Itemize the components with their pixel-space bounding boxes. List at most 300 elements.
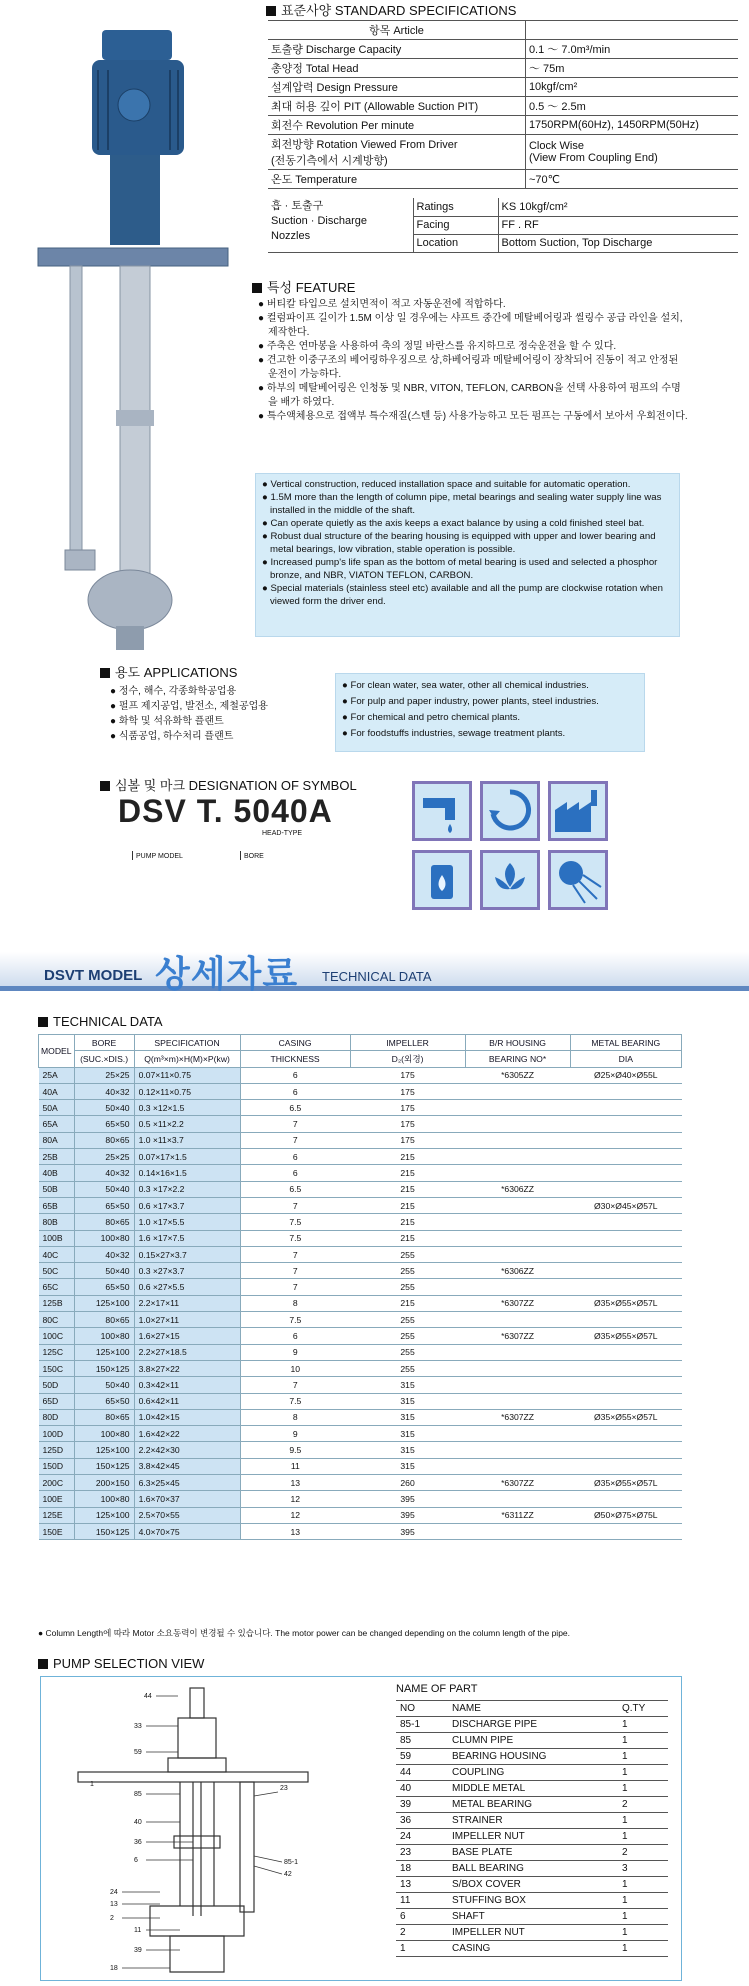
spec-cell: 6.3×25×45 xyxy=(134,1475,240,1491)
model-cell: 100E xyxy=(39,1491,75,1507)
callout-label: 11 xyxy=(134,1927,142,1934)
bore-cell: 150×125 xyxy=(74,1523,134,1539)
casing-cell: 9 xyxy=(240,1344,350,1360)
col-head: B/R HOUSING xyxy=(465,1035,570,1051)
part-name: COUPLING xyxy=(448,1765,618,1781)
casing-cell: 7 xyxy=(240,1246,350,1262)
app-title: 용도 APPLICATIONS xyxy=(115,665,238,680)
col-head: BORE xyxy=(74,1035,134,1051)
tech-row xyxy=(39,1100,682,1116)
symbol-head-type: HEAD-TYPE xyxy=(262,830,303,837)
part-no: 39 xyxy=(396,1797,448,1813)
impeller-cell: 255 xyxy=(350,1312,465,1328)
part-no: 1 xyxy=(396,1941,448,1957)
spec-cell: 3.8×27×22 xyxy=(134,1360,240,1376)
part-no: 24 xyxy=(396,1829,448,1845)
nozzle-key: Facing xyxy=(413,216,498,234)
bore-cell: 50×40 xyxy=(74,1377,134,1393)
spec-cell: 0.07×11×0.75 xyxy=(134,1067,240,1083)
tech-table xyxy=(38,1034,682,1540)
impeller-cell: 315 xyxy=(350,1377,465,1393)
bearing-cell xyxy=(465,1442,570,1458)
spec-head: 항목 Article xyxy=(268,21,525,40)
spec-label: 회전방향 Rotation Viewed From Driver xyxy=(271,139,458,151)
part-name: BALL BEARING xyxy=(448,1861,618,1877)
spec-cell: 1.6×42×22 xyxy=(134,1426,240,1442)
part-qty: 1 xyxy=(618,1909,668,1925)
casing-cell: 7 xyxy=(240,1377,350,1393)
bore-cell: 80×65 xyxy=(74,1214,134,1230)
part-no: 85-1 xyxy=(396,1717,448,1733)
model-cell: 50D xyxy=(39,1377,75,1393)
parts-row xyxy=(396,1877,668,1893)
spec-cell: 1.6×27×15 xyxy=(134,1328,240,1344)
parts-row xyxy=(396,1765,668,1781)
metal-bearing-cell xyxy=(570,1312,681,1328)
spec-label: 토출량 Discharge Capacity xyxy=(268,40,525,59)
tech-row xyxy=(39,1067,682,1083)
bearing-cell xyxy=(465,1360,570,1376)
model-cell: 50C xyxy=(39,1263,75,1279)
bore-cell: 125×100 xyxy=(74,1344,134,1360)
metal-bearing-cell xyxy=(570,1165,681,1181)
tech-row xyxy=(39,1083,682,1099)
impeller-cell: 175 xyxy=(350,1132,465,1148)
impeller-cell: 315 xyxy=(350,1393,465,1409)
col-head: METAL BEARING xyxy=(570,1035,681,1051)
casing-cell: 10 xyxy=(240,1360,350,1376)
feature-kr-item: ● 견고한 이중구조의 베어링하우징으로 상,하베어링과 메탈베어링이 장착되어 진동이 적고 안정된 운전이 가능하다. xyxy=(258,355,679,380)
spec-cell: 2.5×70×55 xyxy=(134,1507,240,1523)
feature-en-box xyxy=(255,473,680,637)
part-no: 44 xyxy=(396,1765,448,1781)
metal-bearing-cell: Ø35×Ø55×Ø57L xyxy=(570,1328,681,1344)
col-head: CASING xyxy=(240,1035,350,1051)
impeller-cell: 395 xyxy=(350,1491,465,1507)
model-cell: 80C xyxy=(39,1312,75,1328)
casing-cell: 6 xyxy=(240,1083,350,1099)
tech-row xyxy=(39,1409,682,1425)
casing-cell: 7.5 xyxy=(240,1393,350,1409)
spec-cell: 1.6×70×37 xyxy=(134,1491,240,1507)
callout-label: 33 xyxy=(134,1723,142,1730)
part-no: 36 xyxy=(396,1813,448,1829)
metal-bearing-cell xyxy=(570,1214,681,1230)
bearing-cell xyxy=(465,1426,570,1442)
parts-row xyxy=(396,1845,668,1861)
spec-cell: 0.3×42×11 xyxy=(134,1377,240,1393)
part-name: IMPELLER NUT xyxy=(448,1829,618,1845)
bearing-cell xyxy=(465,1132,570,1148)
spec-cell: 1.6 ×17×7.5 xyxy=(134,1230,240,1246)
tech-note: ● Column Length에 따라 Motor 소요동력이 변경될 수 있습니다. The motor power can be changed depending on the column length of the pipe. xyxy=(38,1628,571,1638)
tech-row xyxy=(39,1132,682,1148)
callout-label: 2 xyxy=(110,1915,114,1922)
part-name: IMPELLER NUT xyxy=(448,1925,618,1941)
part-qty: 3 xyxy=(618,1861,668,1877)
metal-bearing-cell xyxy=(570,1360,681,1376)
part-name: MIDDLE METAL xyxy=(448,1781,618,1797)
model-cell: 65B xyxy=(39,1197,75,1213)
tech-row xyxy=(39,1328,682,1344)
tech-row xyxy=(39,1523,682,1539)
bearing-cell xyxy=(465,1214,570,1230)
callout-label: 18 xyxy=(110,1965,118,1972)
impeller-cell: 255 xyxy=(350,1246,465,1262)
model-cell: 25A xyxy=(39,1067,75,1083)
selection-heading xyxy=(38,1656,204,1671)
model-cell: 125C xyxy=(39,1344,75,1360)
spec-cell: 2.2×17×11 xyxy=(134,1295,240,1311)
col-sub: D₂(외경) xyxy=(350,1051,465,1067)
col-sub: (SUC.×DIS.) xyxy=(74,1051,134,1067)
tech-row xyxy=(39,1344,682,1360)
metal-bearing-cell xyxy=(570,1149,681,1165)
metal-bearing-cell xyxy=(570,1083,681,1099)
tech-row xyxy=(39,1263,682,1279)
bore-cell: 50×40 xyxy=(74,1181,134,1197)
nozzle-label: 흡 · 토출구 xyxy=(271,200,324,212)
nozzle-value: FF . RF xyxy=(498,216,738,234)
impeller-cell: 315 xyxy=(350,1458,465,1474)
casing-cell: 9.5 xyxy=(240,1442,350,1458)
casing-cell: 8 xyxy=(240,1409,350,1425)
bearing-cell xyxy=(465,1230,570,1246)
spec-cell: 0.6 ×27×5.5 xyxy=(134,1279,240,1295)
impeller-cell: 215 xyxy=(350,1197,465,1213)
part-no: 23 xyxy=(396,1845,448,1861)
part-no: 11 xyxy=(396,1893,448,1909)
bore-cell: 65×50 xyxy=(74,1116,134,1132)
model-cell: 125E xyxy=(39,1507,75,1523)
bore-cell: 65×50 xyxy=(74,1279,134,1295)
bore-cell: 100×80 xyxy=(74,1426,134,1442)
bore-cell: 80×65 xyxy=(74,1312,134,1328)
feature-title: 특성 FEATURE xyxy=(267,280,356,295)
spec-cell: 0.14×16×1.5 xyxy=(134,1165,240,1181)
casing-cell: 7 xyxy=(240,1197,350,1213)
spec-cell: 1.0×42×15 xyxy=(134,1409,240,1425)
bearing-cell xyxy=(465,1279,570,1295)
bearing-cell xyxy=(465,1083,570,1099)
metal-bearing-cell xyxy=(570,1132,681,1148)
symbol-bore: BORE xyxy=(240,851,264,860)
model-cell: 65D xyxy=(39,1393,75,1409)
feature-en-item: ● Special materials (stainless steel etc) available and all the pump are clockwise rotation when viewed form the driver end. xyxy=(262,583,663,607)
bearing-cell xyxy=(465,1458,570,1474)
model-cell: 100C xyxy=(39,1328,75,1344)
part-no: 2 xyxy=(396,1925,448,1941)
impeller-cell: 175 xyxy=(350,1067,465,1083)
app-en-item: ● For foodstuffs industries, sewage treatment plants. xyxy=(342,728,566,739)
bearing-cell xyxy=(465,1197,570,1213)
model-cell: 200C xyxy=(39,1475,75,1491)
tech-row xyxy=(39,1295,682,1311)
casing-cell: 13 xyxy=(240,1475,350,1491)
spec-cell: 2.2×42×30 xyxy=(134,1442,240,1458)
spec-cell: 1.0 ×17×5.5 xyxy=(134,1214,240,1230)
metal-bearing-cell: Ø35×Ø55×Ø57L xyxy=(570,1409,681,1425)
spec-value: 0.5 ～ 2.5m xyxy=(525,97,738,116)
tech-row xyxy=(39,1165,682,1181)
bore-cell: 150×125 xyxy=(74,1458,134,1474)
impeller-cell: 255 xyxy=(350,1279,465,1295)
spec-cell: 0.07×17×1.5 xyxy=(134,1149,240,1165)
bore-cell: 80×65 xyxy=(74,1132,134,1148)
impeller-cell: 315 xyxy=(350,1442,465,1458)
impeller-cell: 260 xyxy=(350,1475,465,1491)
bearing-cell: *6306ZZ xyxy=(465,1263,570,1279)
model-cell: 40B xyxy=(39,1165,75,1181)
metal-bearing-cell xyxy=(570,1116,681,1132)
metal-bearing-cell: Ø50×Ø75×Ø75L xyxy=(570,1507,681,1523)
feature-en-item: ● Can operate quietly as the axis keeps a exact balance by using a cold finished steel bat. xyxy=(262,518,645,529)
casing-cell: 6 xyxy=(240,1067,350,1083)
callout-label: 40 xyxy=(134,1819,142,1826)
callout-label: 23 xyxy=(280,1785,288,1792)
part-qty: 1 xyxy=(618,1765,668,1781)
callout-label: 59 xyxy=(134,1749,142,1756)
casing-cell: 12 xyxy=(240,1491,350,1507)
tech-row xyxy=(39,1442,682,1458)
feature-kr-list xyxy=(258,298,688,424)
parts-row xyxy=(396,1749,668,1765)
spec-value: (View From Coupling End) xyxy=(528,152,658,164)
metal-bearing-cell xyxy=(570,1263,681,1279)
model-cell: 150D xyxy=(39,1458,75,1474)
faucet-icon xyxy=(412,781,472,841)
bearing-cell: *6306ZZ xyxy=(465,1181,570,1197)
part-qty: 1 xyxy=(618,1717,668,1733)
casing-cell: 7.5 xyxy=(240,1230,350,1246)
callout-label: 44 xyxy=(144,1693,152,1700)
model-cell: 40C xyxy=(39,1246,75,1262)
bearing-cell: *6307ZZ xyxy=(465,1475,570,1491)
feature-kr-item: ● 하부의 메탈베어링은 인청동 및 NBR, VITON, TEFLON, CARBON을 선택 사용하여 펌프의 수명을 배가 하였다. xyxy=(258,383,681,408)
impeller-cell: 175 xyxy=(350,1116,465,1132)
symbol-heading xyxy=(100,775,357,794)
casing-cell: 13 xyxy=(240,1523,350,1539)
callout-label: 13 xyxy=(110,1901,118,1908)
spec-title: 표준사양 STANDARD SPECIFICATIONS xyxy=(281,3,517,18)
parts-head: Q.TY xyxy=(618,1701,668,1717)
bearing-cell: *6311ZZ xyxy=(465,1507,570,1523)
banner-en: TECHNICAL DATA xyxy=(322,969,432,984)
bearing-cell xyxy=(465,1344,570,1360)
nozzle-value: Bottom Suction, Top Discharge xyxy=(498,234,738,252)
feature-en-item: ● Vertical construction, reduced installation space and suitable for automatic operation. xyxy=(262,479,631,490)
metal-bearing-cell xyxy=(570,1523,681,1539)
bore-cell: 80×65 xyxy=(74,1409,134,1425)
impeller-cell: 175 xyxy=(350,1083,465,1099)
app-heading xyxy=(100,662,237,681)
part-name: S/BOX COVER xyxy=(448,1877,618,1893)
model-cell: 150E xyxy=(39,1523,75,1539)
part-name: METAL BEARING xyxy=(448,1797,618,1813)
spec-cell: 1.0×27×11 xyxy=(134,1312,240,1328)
callout-label: 6 xyxy=(134,1857,138,1864)
metal-bearing-cell: Ø25×Ø40×Ø55L xyxy=(570,1067,681,1083)
model-cell: 125D xyxy=(39,1442,75,1458)
spec-cell: 0.12×11×0.75 xyxy=(134,1083,240,1099)
tech-row xyxy=(39,1279,682,1295)
bore-cell: 200×150 xyxy=(74,1475,134,1491)
tech-row xyxy=(39,1230,682,1246)
bearing-cell: *6307ZZ xyxy=(465,1409,570,1425)
part-no: 85 xyxy=(396,1733,448,1749)
casing-cell: 6.5 xyxy=(240,1181,350,1197)
col-sub: Q(m³×m)×H(M)×P(kw) xyxy=(134,1051,240,1067)
bore-cell: 40×32 xyxy=(74,1165,134,1181)
part-qty: 1 xyxy=(618,1781,668,1797)
model-cell: 25B xyxy=(39,1149,75,1165)
bearing-cell xyxy=(465,1149,570,1165)
spec-value: Clock Wise xyxy=(528,140,584,152)
model-cell: 40A xyxy=(39,1083,75,1099)
bearing-cell xyxy=(465,1377,570,1393)
tech-row xyxy=(39,1197,682,1213)
nozzle-key: Location xyxy=(413,234,498,252)
parts-row xyxy=(396,1781,668,1797)
tech-row xyxy=(39,1116,682,1132)
nozzle-table xyxy=(268,198,738,253)
casing-cell: 6.5 xyxy=(240,1100,350,1116)
flower-icon xyxy=(480,850,540,910)
part-name: BASE PLATE xyxy=(448,1845,618,1861)
casing-cell: 6 xyxy=(240,1328,350,1344)
spec-cell: 0.5 ×11×2.2 xyxy=(134,1116,240,1132)
nozzle-label: Nozzles xyxy=(271,230,311,242)
tech-row xyxy=(39,1458,682,1474)
spec-label: 총양정 Total Head xyxy=(268,59,525,78)
bearing-cell xyxy=(465,1491,570,1507)
bearing-cell xyxy=(465,1312,570,1328)
impeller-cell: 395 xyxy=(350,1523,465,1539)
casing-cell: 7.5 xyxy=(240,1312,350,1328)
recycle-icon xyxy=(480,781,540,841)
bore-cell: 100×80 xyxy=(74,1491,134,1507)
part-name: CLUMN PIPE xyxy=(448,1733,618,1749)
spec-value: ~70℃ xyxy=(525,170,738,189)
model-cell: 80D xyxy=(39,1409,75,1425)
part-no: 40 xyxy=(396,1781,448,1797)
metal-bearing-cell xyxy=(570,1100,681,1116)
bore-cell: 125×100 xyxy=(74,1442,134,1458)
tech-title: TECHNICAL DATA xyxy=(53,1014,163,1029)
callout-label: 24 xyxy=(110,1889,118,1896)
part-name: STUFFING BOX xyxy=(448,1893,618,1909)
spec-cell: 0.15×27×3.7 xyxy=(134,1246,240,1262)
part-qty: 1 xyxy=(618,1925,668,1941)
casing-cell: 11 xyxy=(240,1458,350,1474)
bore-cell: 40×32 xyxy=(74,1246,134,1262)
tech-row xyxy=(39,1393,682,1409)
col-sub: DIA xyxy=(570,1051,681,1067)
col-head: MODEL xyxy=(39,1035,75,1068)
symbol-title: 심볼 및 마크 DESIGNATION OF SYMBOL xyxy=(115,778,357,793)
spec-value: 0.1 ～ 7.0m³/min xyxy=(525,40,738,59)
callout-label: 39 xyxy=(134,1947,142,1954)
tech-row xyxy=(39,1214,682,1230)
parts-row xyxy=(396,1829,668,1845)
tech-row xyxy=(39,1475,682,1491)
callout-label: 36 xyxy=(134,1839,142,1846)
col-sub: BEARING NO* xyxy=(465,1051,570,1067)
part-name: STRAINER xyxy=(448,1813,618,1829)
nozzle-label: Suction · Discharge xyxy=(271,215,367,227)
spec-cell: 0.3 ×27×3.7 xyxy=(134,1263,240,1279)
bore-cell: 65×50 xyxy=(74,1197,134,1213)
parts-row xyxy=(396,1733,668,1749)
spec-label: 회전수 Revolution Per minute xyxy=(268,116,525,135)
selection-title: PUMP SELECTION VIEW xyxy=(53,1656,205,1671)
app-kr-item: ● 펄프 제지공업, 발전소, 제철공업용 xyxy=(110,701,268,712)
spec-heading xyxy=(266,0,516,19)
parts-row xyxy=(396,1909,668,1925)
bore-cell: 40×32 xyxy=(74,1083,134,1099)
bearing-cell xyxy=(465,1393,570,1409)
tech-row xyxy=(39,1491,682,1507)
model-cell: 100D xyxy=(39,1426,75,1442)
impeller-cell: 215 xyxy=(350,1165,465,1181)
bore-cell: 25×25 xyxy=(74,1149,134,1165)
banner-kr: 상세자료 xyxy=(155,953,299,994)
part-name: SHAFT xyxy=(448,1909,618,1925)
part-qty: 2 xyxy=(618,1845,668,1861)
model-cell: 50A xyxy=(39,1100,75,1116)
parts-row xyxy=(396,1941,668,1957)
bearing-cell: *6307ZZ xyxy=(465,1295,570,1311)
banner-rule xyxy=(0,986,749,991)
metal-bearing-cell xyxy=(570,1426,681,1442)
app-en-item: ● For chemical and petro chemical plants. xyxy=(342,712,521,723)
feature-heading xyxy=(252,277,355,296)
feature-en-item: ● 1.5M more than the length of column pipe, metal bearings and sealing water supply line was installed in the middle of the shaft. xyxy=(262,492,662,516)
shower-icon xyxy=(548,850,608,910)
metal-bearing-cell xyxy=(570,1458,681,1474)
metal-bearing-cell: Ø35×Ø55×Ø57L xyxy=(570,1295,681,1311)
part-qty: 2 xyxy=(618,1797,668,1813)
banner-model: DSVT MODEL xyxy=(44,967,143,984)
part-qty: 1 xyxy=(618,1893,668,1909)
parts-row xyxy=(396,1813,668,1829)
factory-icon xyxy=(548,781,608,841)
impeller-cell: 255 xyxy=(350,1263,465,1279)
callout-label: 85-1 xyxy=(284,1859,299,1866)
part-qty: 1 xyxy=(618,1829,668,1845)
metal-bearing-cell xyxy=(570,1377,681,1393)
model-cell: 100B xyxy=(39,1230,75,1246)
callout-label: 1 xyxy=(90,1781,94,1788)
part-qty: 1 xyxy=(618,1733,668,1749)
impeller-cell: 395 xyxy=(350,1507,465,1523)
bore-cell: 100×80 xyxy=(74,1230,134,1246)
spec-cell: 0.3 ×12×1.5 xyxy=(134,1100,240,1116)
impeller-cell: 255 xyxy=(350,1344,465,1360)
tech-row xyxy=(39,1181,682,1197)
parts-head: NO xyxy=(396,1701,448,1717)
metal-bearing-cell xyxy=(570,1230,681,1246)
part-qty: 1 xyxy=(618,1877,668,1893)
bearing-cell xyxy=(465,1523,570,1539)
nozzle-key: Ratings xyxy=(413,198,498,216)
metal-bearing-cell xyxy=(570,1491,681,1507)
tech-row xyxy=(39,1246,682,1262)
spec-value: ～ 75m xyxy=(525,59,738,78)
spec-cell: 1.0 ×11×3.7 xyxy=(134,1132,240,1148)
impeller-cell: 215 xyxy=(350,1181,465,1197)
part-name: CASING xyxy=(448,1941,618,1957)
